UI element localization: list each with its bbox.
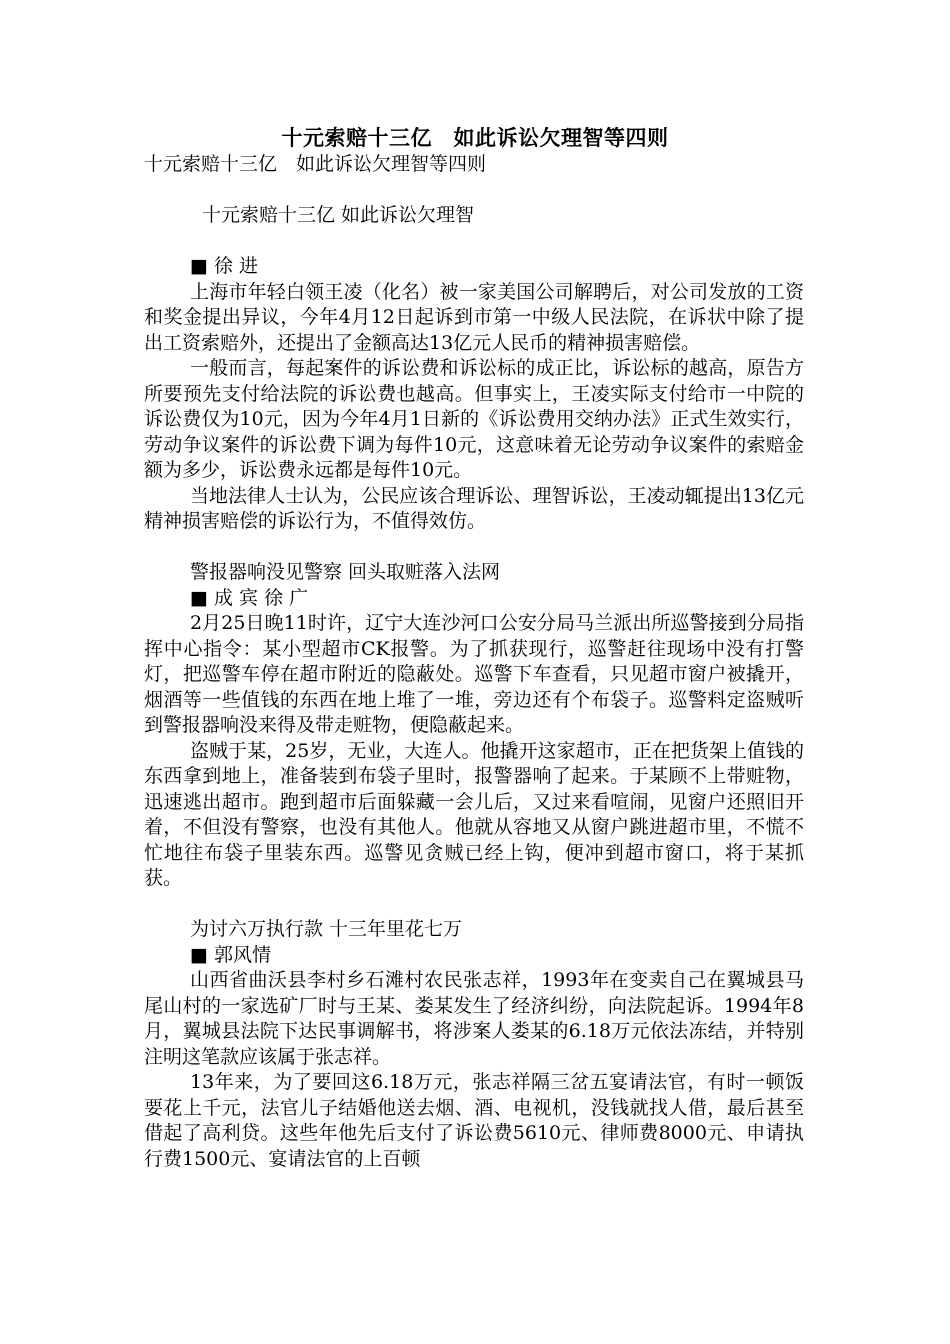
spacer: [144, 892, 804, 918]
article-title: 警报器响没见警察 回头取赃落入法网: [190, 561, 501, 583]
article-paragraph: 13年来，为了要回这6.18万元，张志祥隔三岔五宴请法官，有时一顿饭要花上千元，法官儿子结婚他送去烟、酒、电视机，没钱就找人借，最后甚至借起了高利贷。这些年他先后支付了诉讼费5610元、律师费8000元、申请执行费1500元、宴请法官的上百顿: [144, 1071, 804, 1170]
document-body: [144, 152, 804, 1172]
spacer: [144, 229, 804, 255]
article-byline: ■ 郭风情: [190, 943, 271, 966]
document-subtitle: 十元索赔十三亿 如此诉讼欠理智等四则: [144, 153, 487, 175]
article-paragraph: 山西省曲沃县李村乡石滩村农民张志祥，1993年在变卖自己在翼城县马尾山村的一家选矿厂时与王某、娄某发生了经济纠纷，向法院起诉。1994年8月，翼城县法院下达民事调解书，将涉案人娄某的6.18万元依法冻结，并特别注明这笔款应该属于张志祥。: [144, 969, 804, 1068]
spacer: [144, 178, 804, 204]
article-title: 为讨六万执行款 十三年里花七万: [190, 918, 463, 940]
article-paragraph: 2月25日晚11时许，辽宁大连沙河口公安分局马兰派出所巡警接到分局指挥中心指令：某小型超市CK报警。为了抓获现行，巡警赶往现场中没有打警灯，把巡警车停在超市附近的隐蔽处。巡警下车查看，只见超市窗户被撬开，烟酒等一些值钱的东西在地上堆了一堆，旁边还有个布袋子。巡警料定盗贼听到警报器响没来得及带走赃物，便隐蔽起来。: [144, 612, 804, 736]
article-paragraph: 盗贼于某，25岁，无业，大连人。他撬开这家超市，正在把货架上值钱的东西拿到地上，准备装到布袋子里时，报警器响了起来。于某顾不上带赃物，迅速逃出超市。跑到超市后面躲藏一会儿后，又过来看喧闹，见窗户还照旧开着，不但没有警察，也没有其他人。他就从容地又从窗户跳进超市里，不慌不忙地往布袋子里装东西。巡警见贪贼已经上钩，便冲到超市窗口，将于某抓获。: [144, 739, 804, 889]
article-paragraph: 上海市年轻白领王凌（化名）被一家美国公司解聘后，对公司发放的工资和奖金提出异议，今年4月12日起诉到市第一中级人民法院，在诉状中除了提出工资索赔外，还提出了金额高达13亿元人民币的精神损害赔偿。: [144, 280, 804, 354]
article-paragraph: 当地法律人士认为，公民应该合理诉讼、理智诉讼，王凌动辄提出13亿元精神损害赔偿的诉讼行为，不值得效仿。: [144, 484, 804, 532]
article-byline: ■ 徐 进: [190, 255, 259, 277]
document-title: 十元索赔十三亿 如此诉讼欠理智等四则: [281, 125, 669, 150]
article-byline: ■ 成 宾 徐 广: [190, 586, 309, 609]
spacer: [144, 535, 804, 561]
article-3: [144, 917, 804, 1172]
article-1: [144, 203, 804, 535]
article-paragraph: 一般而言，每起案件的诉讼费和诉讼标的成正比，诉讼标的越高，原告方所要预先支付给法院的诉讼费也越高。但事实上，王凌实际支付给市一中院的诉讼费仅为10元，因为今年4月1日新的《诉讼费用交纳办法》正式生效实行，劳动争议案件的诉讼费下调为每件10元，这意味着无论劳动争议案件的索赔金额为多少，诉讼费永远都是每件10元。: [144, 357, 804, 481]
article-title: 十元索赔十三亿 如此诉讼欠理智: [202, 204, 475, 226]
article-2: [144, 560, 804, 892]
